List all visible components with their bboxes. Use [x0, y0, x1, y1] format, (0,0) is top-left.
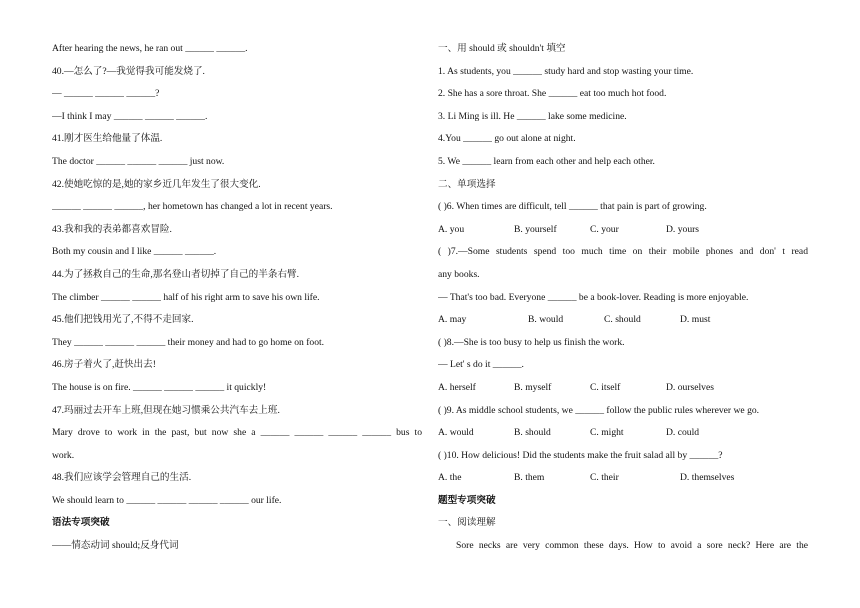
option-c: C. should: [604, 314, 641, 326]
option-c: C. itself: [590, 381, 621, 393]
section-heading: 语法专项突破: [52, 517, 110, 529]
option-a: A. would: [438, 427, 474, 439]
question-7: ( )7.—Some students spend too much time on their mobile phones and don' t read: [438, 246, 808, 258]
question-10: ( )10. How delicious! Did the students make the fruit salad all by ______?: [438, 449, 723, 461]
option-c: C. their: [590, 472, 619, 484]
exercise-line: Both my cousin and I like ______ ______.: [52, 246, 217, 258]
question-6: ( )6. When times are difficult, tell ______ that pain is part of growing.: [438, 201, 707, 213]
exercise-line: 44.为了拯救自己的生命,那名登山者切掉了自己的半条右臂.: [52, 268, 300, 280]
question-3: 3. Li Ming is ill. He ______ lake some medicine.: [438, 110, 627, 122]
question-8-options: [438, 377, 808, 400]
exercise-line: 42.使她吃惊的是,她的家乡近几年发生了很大变化.: [52, 178, 261, 190]
exercise-line: 47.玛丽过去开车上班,但现在她习惯乘公共汽车去上班.: [52, 404, 280, 416]
exercise-line: They ______ ______ ______ their money and had to go home on foot.: [52, 336, 325, 348]
exercise-line: Mary drove to work in the past, but now she a ______ ______ ______ ______ bus to: [52, 427, 422, 439]
option-d: D. must: [680, 314, 711, 326]
question-6-options: [438, 219, 808, 242]
exercise-line: After hearing the news, he ran out ______ ______.: [52, 43, 248, 54]
section-heading: 题型专项突破: [438, 494, 496, 506]
exercise-line: The climber ______ ______ half of his right arm to save his own life.: [52, 291, 320, 303]
option-a: A. may: [438, 314, 467, 326]
option-a: A. you: [438, 223, 465, 235]
exercise-line: 48.我们应该学会管理自己的生活.: [52, 472, 192, 484]
question-9: ( )9. As middle school students, we ______ follow the public rules wherever we go.: [438, 404, 760, 416]
left-column: [52, 38, 422, 558]
exercise-line: 46.房子着火了,赶快出去!: [52, 359, 156, 371]
section-title: 二、单项选择: [438, 178, 496, 190]
exercise-line: 45.他们把钱用光了,不得不走回家.: [52, 314, 194, 326]
exercise-line: ______ ______ ______, her hometown has changed a lot in recent years.: [52, 201, 333, 213]
question-7-options: [438, 309, 808, 332]
right-column: [438, 38, 808, 558]
exercise-line: The house is on fire. ______ ______ ______ it quickly!: [52, 381, 267, 393]
option-d: D. could: [666, 427, 700, 439]
option-c: C. your: [590, 223, 619, 235]
option-a: A. herself: [438, 381, 476, 393]
section-subheading: 一、阅读理解: [438, 517, 496, 529]
option-b: B. myself: [514, 381, 552, 393]
question-7-reply: — That's too bad. Everyone ______ be a book-lover. Reading is more enjoyable.: [438, 291, 749, 303]
question-10-options: [438, 467, 808, 490]
exercise-line: 41.刚才医生给他量了体温.: [52, 133, 163, 145]
option-d: D. themselves: [680, 472, 735, 484]
question-9-options: [438, 422, 808, 445]
exercise-line: 43.我和我的表弟都喜欢冒险.: [52, 223, 172, 235]
question-7-cont: any books.: [438, 268, 480, 280]
question-8: ( )8.—She is too busy to help us finish the work.: [438, 336, 625, 348]
question-2: 2. She has a sore throat. She ______ eat too much hot food.: [438, 88, 667, 100]
exercise-line: work.: [52, 449, 75, 461]
exercise-line: The doctor ______ ______ ______ just now.: [52, 155, 225, 167]
question-5: 5. We ______ learn from each other and help each other.: [438, 155, 655, 167]
section-title: 一、用 should 或 shouldn't 填空: [438, 43, 566, 54]
option-d: D. yours: [666, 223, 700, 235]
exercise-line: —I think I may ______ ______ ______.: [52, 110, 208, 122]
option-b: B. should: [514, 427, 551, 439]
question-8-reply: — Let' s do it ______.: [438, 359, 524, 371]
option-a: A. the: [438, 472, 462, 484]
option-d: D. ourselves: [666, 381, 714, 393]
exercise-line: 40.—怎么了?—我觉得我可能发烧了.: [52, 65, 205, 77]
option-b: B. them: [514, 472, 545, 484]
exercise-line: — ______ ______ ______?: [52, 88, 160, 100]
section-subheading: ——情态动词 should;反身代词: [52, 540, 179, 552]
option-c: C. might: [590, 427, 624, 439]
option-b: B. yourself: [514, 223, 557, 235]
option-b: B. would: [528, 314, 564, 326]
question-4: 4.You ______ go out alone at night.: [438, 133, 576, 145]
question-1: 1. As students, you ______ study hard and stop wasting your time.: [438, 65, 694, 77]
exercise-line: We should learn to ______ ______ ______ ______ our life.: [52, 494, 282, 506]
reading-passage: Sore necks are very common these days. How to avoid a sore neck? Here are the: [456, 540, 808, 552]
